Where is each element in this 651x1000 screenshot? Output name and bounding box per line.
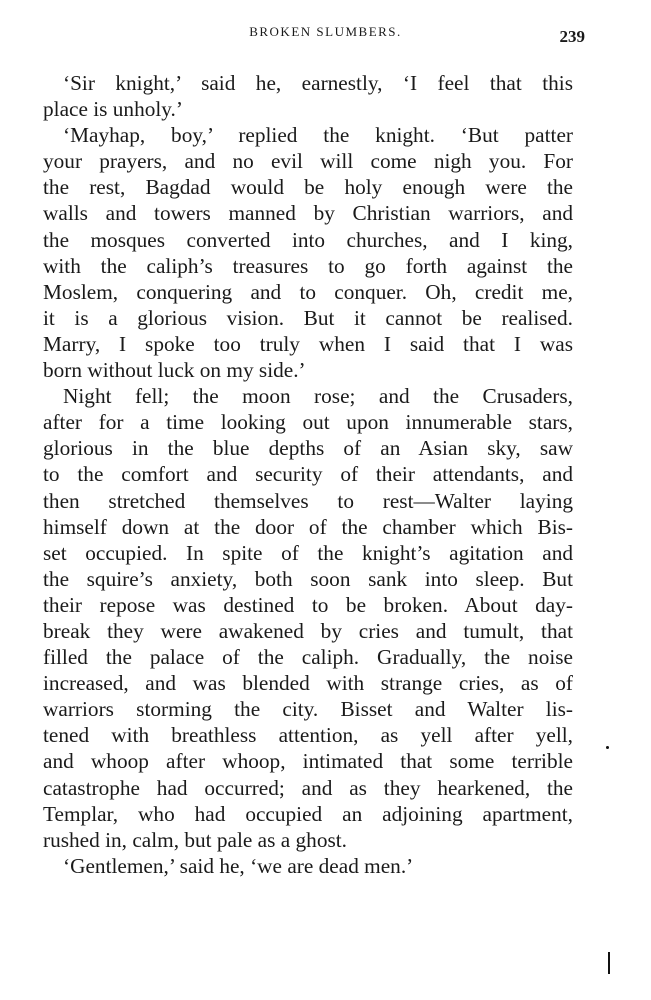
body-text xyxy=(43,70,573,879)
text-line: then stretched themselves to rest—Walter laying xyxy=(43,488,573,513)
text-line: himself down at the door of the chamber which Bis- xyxy=(43,514,573,539)
text-line: filled the palace of the caliph. Gradually, the noise xyxy=(43,645,573,670)
text-line: tened with breathless attention, as yell after yell, xyxy=(43,723,573,748)
text-line: warriors storming the city. Bisset and Walter lis- xyxy=(43,697,573,722)
ink-mark xyxy=(608,952,610,974)
text-line: the rest, Bagdad would be holy enough were the xyxy=(43,175,573,200)
text-line: ‘Gentlemen,’ said he, ‘we are dead men.’ xyxy=(63,853,414,878)
text-line: born without luck on my side.’ xyxy=(43,358,306,383)
page-number: 239 xyxy=(559,27,585,46)
text-line: to the comfort and security of their attendants, and xyxy=(43,462,573,487)
text-line: break they were awakened by cries and tumult, that xyxy=(43,618,573,643)
text-line: increased, and was blended with strange cries, as of xyxy=(43,671,573,696)
text-line: walls and towers manned by Christian warriors, and xyxy=(43,201,573,226)
text-line: set occupied. In spite of the knight’s agitation and xyxy=(43,540,573,565)
text-line: place is unholy.’ xyxy=(43,97,183,122)
text-line: after for a time looking out upon innumerable stars, xyxy=(43,410,573,435)
text-line: the squire’s anxiety, both soon sank into sleep. But xyxy=(43,566,573,591)
text-line: catastrophe had occurred; and as they hearkened, the xyxy=(43,775,573,800)
ink-speck xyxy=(606,746,609,749)
text-line: their repose was destined to be broken. About day- xyxy=(43,592,573,617)
text-line: Night fell; the moon rose; and the Crusaders, xyxy=(63,384,573,409)
text-line: it is a glorious vision. But it cannot be realised. xyxy=(43,305,573,330)
text-line: glorious in the blue depths of an Asian sky, saw xyxy=(43,436,573,461)
text-line: Templar, who had occupied an adjoining apartment, xyxy=(43,801,573,826)
text-line: Moslem, conquering and to conquer. Oh, credit me, xyxy=(43,279,573,304)
text-line: ‘Mayhap, boy,’ replied the knight. ‘But patter xyxy=(63,123,573,148)
text-line: rushed in, calm, but pale as a ghost. xyxy=(43,827,348,852)
text-line: ‘Sir knight,’ said he, earnestly, ‘I feel that this xyxy=(63,71,573,95)
text-line: Marry, I spoke too truly when I said that I was xyxy=(43,331,573,356)
running-title: BROKEN SLUMBERS. xyxy=(249,24,402,39)
text-line: your prayers, and no evil will come nigh you. For xyxy=(43,149,573,174)
text-line: the mosques converted into churches, and I king, xyxy=(43,227,573,252)
text-line: with the caliph’s treasures to go forth against the xyxy=(43,253,573,278)
text-line: and whoop after whoop, intimated that some terrible xyxy=(43,749,573,774)
